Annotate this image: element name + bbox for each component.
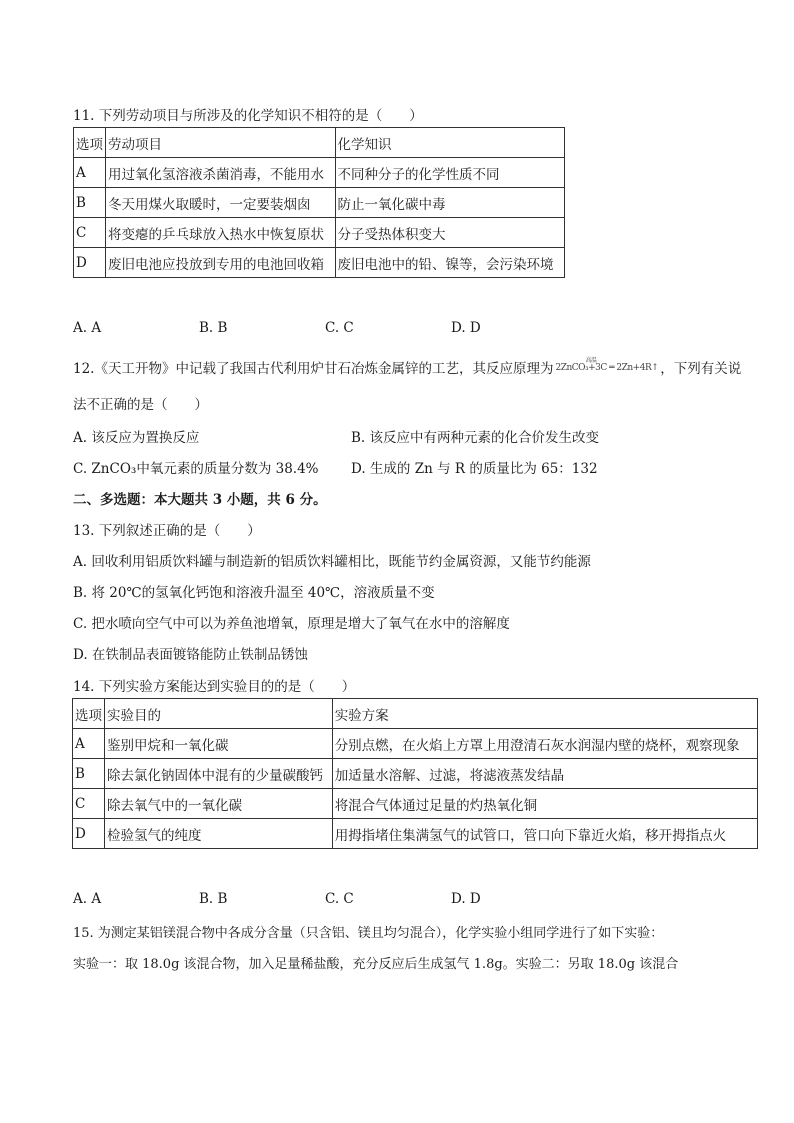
table-header-row <box>73 699 758 729</box>
section-heading: 二、多选题：本大题共 3 小题，共 6 分。 <box>73 492 327 508</box>
option-c[interactable]: C. C <box>325 891 354 907</box>
q12-options-row2 <box>73 457 629 477</box>
table-header-cell: 实验目的 <box>105 699 333 729</box>
option-d[interactable]: D. 在铁制品表面镀铬能防止铁制品锈蚀 <box>73 647 308 663</box>
q15-line2: 实验一：取 18.0g 该混合物，加入足量稀盐酸，充分反应后生成氢气 1.8g。实验二：另取 18.0g 该混合 <box>73 957 679 972</box>
table-cell: 除去氧气中的一氧化碳 <box>105 789 333 819</box>
table-row <box>73 819 758 849</box>
table-header-cell: 劳动项目 <box>106 128 336 158</box>
q11-options <box>73 320 633 336</box>
table-row <box>73 789 758 819</box>
option-d[interactable]: D. 生成的 Zn 与 R 的质量比为 65：132 <box>351 461 598 477</box>
table-row <box>73 729 758 759</box>
q12-stem-after: ，下列有关说 <box>660 361 742 377</box>
option-b[interactable]: B. 将 20℃的氢氧化钙饱和溶液升温至 40℃，溶液质量不变 <box>73 585 435 601</box>
table-cell: 检验氢气的纯度 <box>105 819 333 849</box>
table-row <box>74 248 565 278</box>
q11-table <box>73 127 565 278</box>
table-header-cell: 化学知识 <box>335 128 565 158</box>
table-row <box>74 218 565 248</box>
table-cell: 分别点燃，在火焰上方罩上用澄清石灰水润湿内壁的烧杯，观察现象 <box>332 729 757 759</box>
reaction-formula <box>555 356 659 373</box>
table-header-row <box>74 128 565 158</box>
table-cell: A <box>73 729 105 759</box>
table-header-cell: 选项 <box>73 699 105 729</box>
q12-stem <box>73 357 741 377</box>
q14-table <box>72 698 758 849</box>
table-cell: A <box>74 158 106 188</box>
option-c[interactable]: C. 把水喷向空气中可以为养鱼池增氧，原理是增大了氧气在水中的溶解度 <box>73 616 510 632</box>
table-cell: D <box>74 248 106 278</box>
table-cell: C <box>74 218 106 248</box>
q14-options <box>73 891 633 907</box>
q11-stem: 11. 下列劳动项目与所涉及的化学知识不相符的是（ ） <box>73 108 423 124</box>
table-row <box>74 188 565 218</box>
q12-options-row1 <box>73 426 629 446</box>
table-header-cell: 选项 <box>74 128 106 158</box>
table-cell: 防止一氧化碳中毒 <box>335 188 565 218</box>
table-row <box>74 158 565 188</box>
option-c[interactable]: C. C <box>325 320 354 336</box>
table-cell: 废旧电池应投放到专用的电池回收箱 <box>106 248 336 278</box>
option-d[interactable]: D. D <box>451 891 481 907</box>
table-cell: 用拇指堵住集满氢气的试管口，管口向下靠近火焰，移开拇指点火 <box>332 819 757 849</box>
table-cell: 将混合气体通过足量的灼热氧化铜 <box>332 789 757 819</box>
table-cell: 除去氯化钠固体中混有的少量碳酸钙 <box>105 759 333 789</box>
option-a[interactable]: A. 该反应为置换反应 <box>73 430 200 446</box>
table-cell: B <box>74 188 106 218</box>
option-a[interactable]: A. A <box>73 891 102 907</box>
option-a[interactable]: A. A <box>73 320 102 336</box>
table-cell: 加适量水溶解、过滤，将滤液蒸发结晶 <box>332 759 757 789</box>
option-b[interactable]: B. 该反应中有两种元素的化合价发生改变 <box>351 430 600 446</box>
option-c[interactable]: C. ZnCO₃中氧元素的质量分数为 38.4% <box>73 461 319 477</box>
option-b[interactable]: B. B <box>199 320 228 336</box>
q12-stem-line2: 法不正确的是（ ） <box>73 397 208 413</box>
table-cell: 不同种分子的化学性质不同 <box>335 158 565 188</box>
q13-stem: 13. 下列叙述正确的是（ ） <box>73 523 261 539</box>
table-cell: 分子受热体积变大 <box>335 218 565 248</box>
table-cell: 将变瘪的乒乓球放入热水中恢复原状 <box>106 218 336 248</box>
option-a[interactable]: A. 回收利用铝质饮料罐与制造新的铝质饮料罐相比，既能节约金属资源，又能节约能源 <box>73 554 591 570</box>
q14-stem: 14. 下列实验方案能达到实验目的的是（ ） <box>73 679 356 695</box>
q15-line1: 15. 为测定某铝镁混合物中各成分含量（只含铝、镁且均匀混合），化学实验小组同学进行了如下实验： <box>73 926 664 941</box>
formula-text: 2ZnCO₃+3C ═ 2Zn+4R↑ <box>555 362 659 373</box>
table-cell: B <box>73 759 105 789</box>
table-cell: 废旧电池中的铅、镍等，会污染环境 <box>335 248 565 278</box>
table-row <box>73 759 758 789</box>
formula-condition: 高温 <box>585 356 597 364</box>
table-cell: 冬天用煤火取暖时，一定要装烟囱 <box>106 188 336 218</box>
table-cell: C <box>73 789 105 819</box>
table-header-cell: 实验方案 <box>332 699 757 729</box>
option-d[interactable]: D. D <box>451 320 481 336</box>
table-cell: 鉴别甲烷和一氧化碳 <box>105 729 333 759</box>
option-b[interactable]: B. B <box>199 891 228 907</box>
table-cell: 用过氧化氢溶液杀菌消毒，不能用水 <box>106 158 336 188</box>
table-cell: D <box>73 819 105 849</box>
q12-stem-before: 12.《天工开物》中记载了我国古代利用炉甘石冶炼金属锌的工艺，其反应原理为 <box>73 361 554 377</box>
